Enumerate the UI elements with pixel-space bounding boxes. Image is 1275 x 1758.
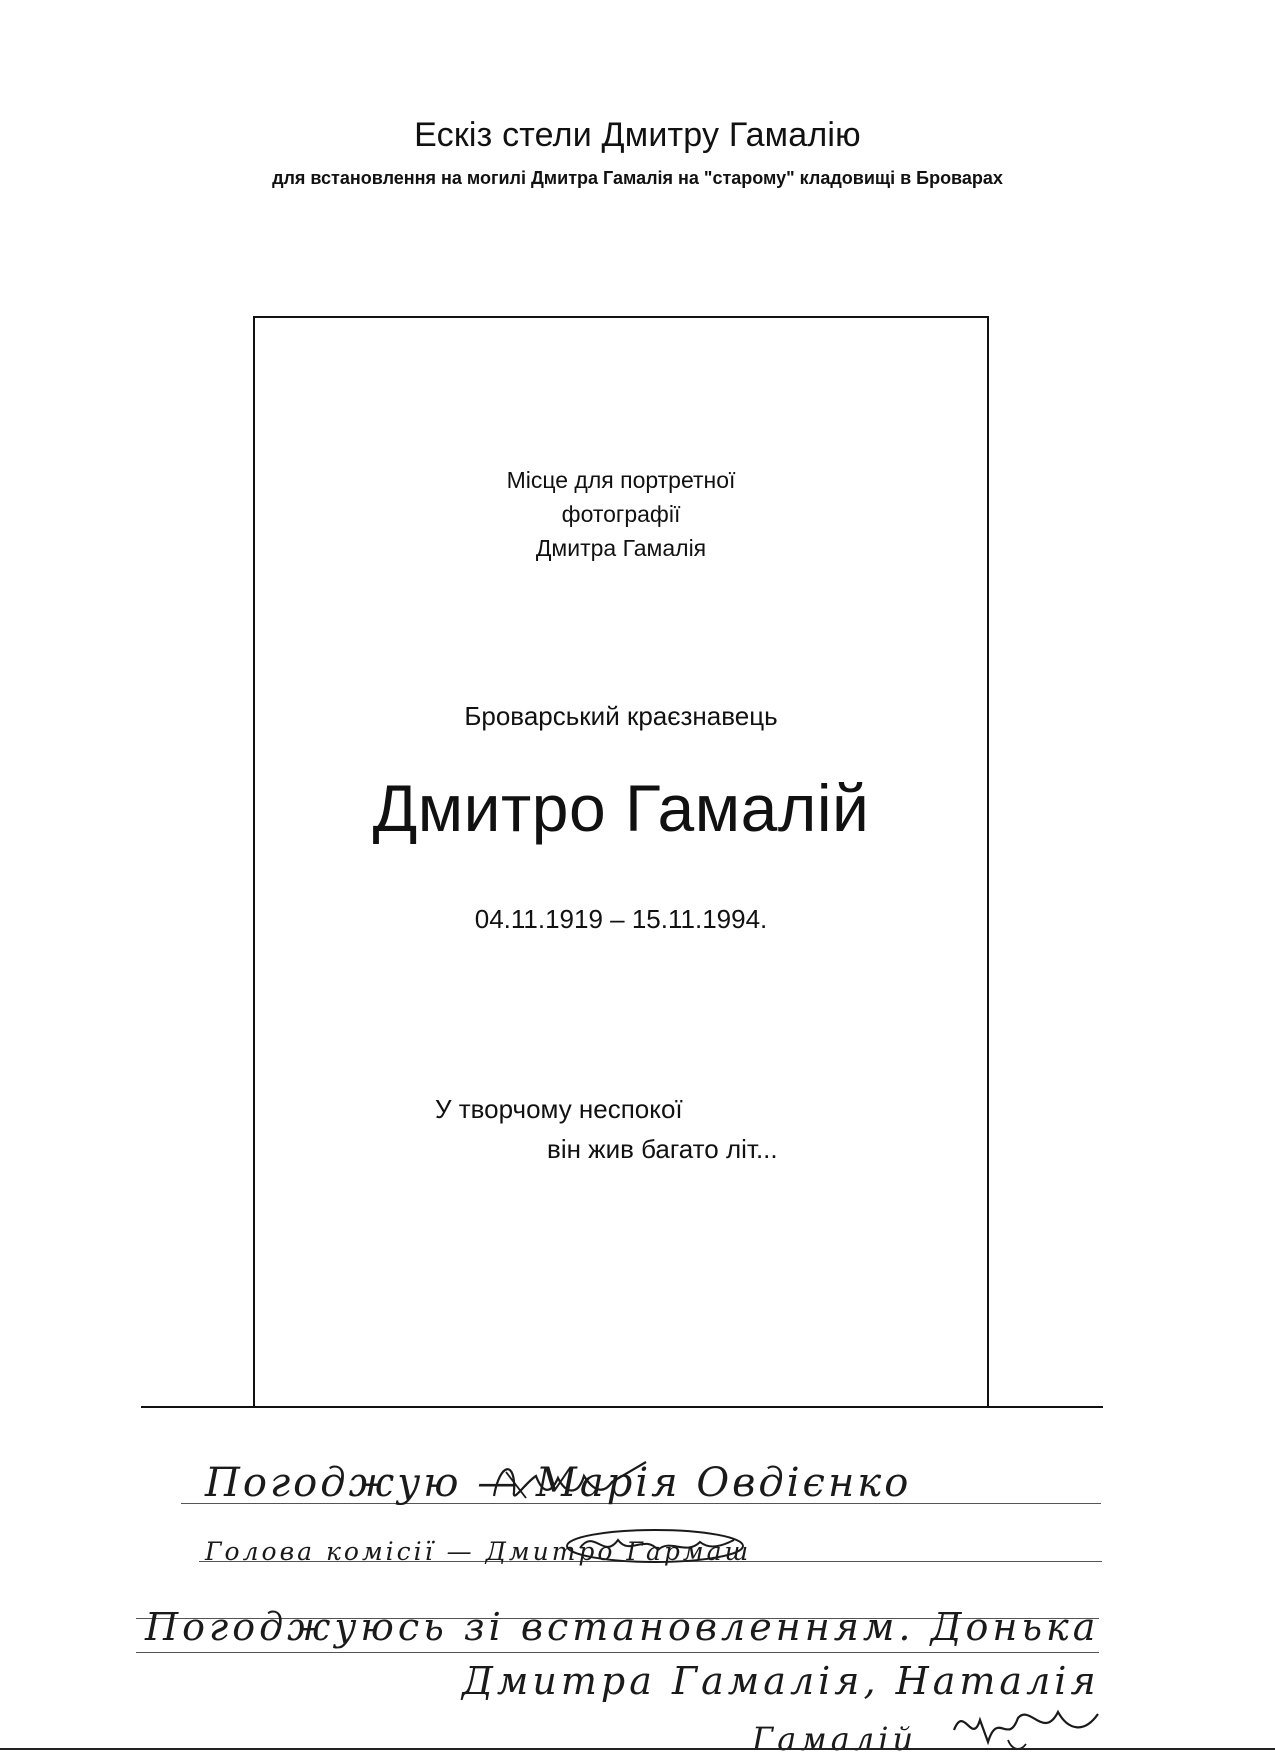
signature-commission-head (560, 1520, 750, 1570)
signature-ovdiienko (486, 1452, 656, 1512)
handwritten-approval: Погоджуюсь зі встановленням. Донька (145, 1605, 1100, 1649)
verse-line: У творчому неспокої (435, 1094, 683, 1124)
photo-placeholder-line: Дмитра Гамалія (535, 535, 707, 561)
handwritten-approval: Голова комісії — Дмитро Гармаш (205, 1537, 752, 1566)
verse-line: він жив багато літ... (547, 1134, 778, 1164)
photo-placeholder-line: фотографії (561, 501, 681, 527)
handwritten-approval: Дмитра Гамалія, Наталія (462, 1659, 1100, 1703)
stele-outline (253, 316, 989, 1408)
handwritten-approval: Погоджую — Марія Овдієнко (205, 1460, 912, 1506)
document-subtitle: для встановлення на могилі Дмитра Гамалія на "старому" кладовищі в Броварах (272, 168, 1003, 188)
page-bottom-edge (0, 1748, 1275, 1750)
epithet: Броварський краєзнавець (464, 701, 778, 731)
ruled-line (136, 1652, 1099, 1653)
photo-placeholder (255, 463, 987, 565)
handwritten-approval: Гамалій (752, 1720, 918, 1758)
photo-placeholder-line: Місце для портретної (506, 467, 736, 493)
life-dates: 04.11.1919 – 15.11.1994. (474, 904, 768, 934)
document-title: Ескіз стели Дмитру Гамалію (414, 116, 861, 154)
signature-daughter (948, 1700, 1118, 1754)
stele-base-line (141, 1406, 1103, 1408)
deceased-name: Дмитро Гамалій (372, 771, 870, 845)
